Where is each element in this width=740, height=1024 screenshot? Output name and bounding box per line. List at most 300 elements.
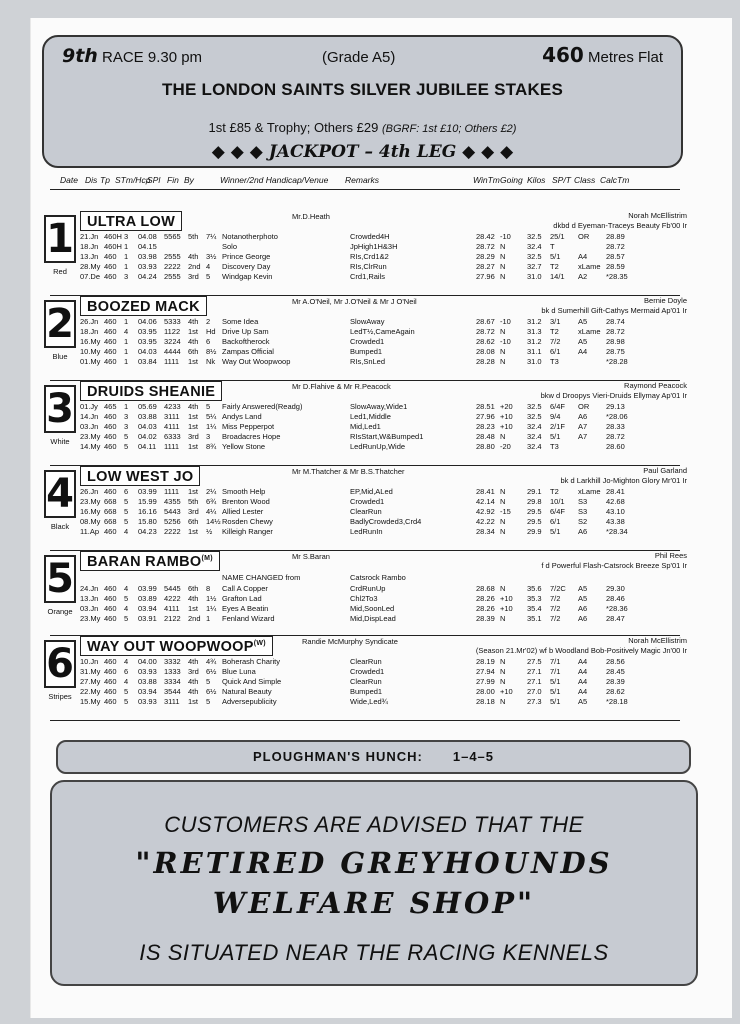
column-header: SPl — [147, 175, 161, 185]
prize-bgrf: (BGRF: 1st £10; Others £2) — [381, 123, 517, 135]
form-cell: 6 — [124, 667, 129, 676]
greyhound-name — [80, 551, 220, 571]
form-cell: 28.72 — [606, 242, 625, 251]
column-header: Date — [60, 175, 78, 185]
form-cell: T2 — [550, 262, 559, 271]
form-cell: N — [500, 527, 506, 536]
column-headers — [50, 175, 680, 189]
form-cell: 460 — [104, 317, 117, 326]
form-cell: 14½ — [206, 517, 221, 526]
form-cell: 03.84 — [138, 357, 157, 366]
form-cell: 6333 — [164, 432, 181, 441]
form-cell: 4th — [188, 677, 199, 686]
trap-colour: Stripes — [48, 692, 72, 701]
form-cell: Crowded4H — [350, 232, 390, 241]
form-cell: 668 — [104, 517, 117, 526]
form-cell: 3rd — [188, 667, 199, 676]
breeding: bk d Larkhill Jo-Mighton Glory Mr'01 Ir — [560, 476, 687, 485]
form-cell: A6 — [578, 614, 588, 623]
trainer: Norah McEllistrim — [628, 636, 687, 645]
form-cell: 28.62 — [476, 337, 495, 346]
form-cell: N — [500, 657, 506, 666]
ploughmans-hunch — [56, 740, 691, 774]
form-row — [80, 442, 685, 452]
form-cell: 28.18 — [476, 697, 495, 706]
form-cell: Fenland Wizard — [222, 614, 275, 623]
form-cell: 28.19 — [476, 657, 495, 666]
form-cell: 32.5 — [527, 412, 542, 421]
form-cell: 1 — [124, 402, 129, 411]
trap-colour: Red — [53, 267, 67, 276]
form-cell: 04.11 — [138, 442, 157, 451]
form-cell: Blue Luna — [222, 667, 256, 676]
form-cell: 43.38 — [606, 517, 625, 526]
form-cell: 460 — [104, 422, 117, 431]
form-cell: 27.96 — [476, 412, 495, 421]
form-cell: 6th — [188, 347, 199, 356]
owner: Mr A.O'Neil, Mr J.O'Neil & Mr J O'Neil — [292, 297, 417, 306]
form-cell: 3 — [124, 422, 129, 431]
form-cell: T — [550, 242, 555, 251]
form-cell: 2¼ — [206, 487, 217, 496]
form-cell: 04.02 — [138, 432, 157, 441]
header-divider — [50, 189, 680, 190]
form-cell: Notanotherphoto — [222, 232, 278, 241]
greyhound-name — [80, 636, 273, 656]
form-cell: Adversepublicity — [222, 697, 277, 706]
form-cell: +10 — [500, 687, 513, 696]
form-cell: 5443 — [164, 507, 181, 516]
column-header: SP/T — [552, 175, 571, 185]
form-cell: A4 — [578, 657, 588, 666]
form-cell: 31.0 — [527, 272, 542, 281]
owner: Randie McMurphy Syndicate — [302, 637, 398, 646]
form-row — [80, 497, 685, 507]
form-cell: 465 — [104, 402, 117, 411]
owner: Mr.D.Heath — [292, 212, 330, 221]
form-cell: A6 — [578, 412, 588, 421]
form-cell: xLame — [578, 327, 601, 336]
form-cell: 42.14 — [476, 497, 495, 506]
form-cell: 03.88 — [138, 677, 157, 686]
form-cell: 28.My — [80, 262, 101, 271]
form-cell: A5 — [578, 584, 588, 593]
trainer: Phil Rees — [654, 551, 687, 560]
form-cell: 1 — [124, 262, 129, 271]
form-cell: Crowded1 — [350, 497, 385, 506]
form-cell: 7/2 — [550, 604, 561, 613]
form-cell: 4 — [124, 527, 129, 536]
form-cell: 3/1 — [550, 317, 561, 326]
form-row — [80, 242, 685, 252]
form-cell: 5 — [124, 442, 129, 451]
form-cell: 1 — [124, 317, 129, 326]
form-cell: N — [500, 584, 506, 593]
form-cell: Mid,Led1 — [350, 422, 381, 431]
form-cell: 32.5 — [527, 402, 542, 411]
form-cell: Andys Land — [222, 412, 262, 421]
form-cell: S3 — [578, 497, 588, 506]
form-cell: 1½ — [206, 594, 217, 603]
trap-colour: Orange — [47, 607, 73, 616]
form-cell: T3 — [550, 357, 559, 366]
form-row — [80, 677, 685, 687]
form-row — [80, 594, 685, 604]
runner-block — [42, 636, 687, 721]
prize-money — [44, 120, 681, 135]
trap-number: 1 — [44, 215, 76, 263]
form-cell: 4th — [188, 402, 199, 411]
race-number-time — [62, 45, 202, 67]
name-change-label: NAME CHANGED from — [222, 573, 301, 582]
form-cell: Hd — [206, 327, 216, 336]
form-cell: 5 — [124, 594, 129, 603]
trap-colour: White — [50, 437, 70, 446]
form-row — [80, 604, 685, 614]
form-cell: -20 — [500, 442, 511, 451]
column-header: Going — [500, 175, 523, 185]
form-cell: 5 — [124, 517, 129, 526]
form-cell: 4111 — [164, 604, 180, 613]
form-cell: 5 — [124, 697, 129, 706]
form-cell: 6 — [124, 487, 129, 496]
form-cell: 01.Jy — [80, 402, 98, 411]
form-cell: 5256 — [164, 517, 181, 526]
form-cell: 3rd — [188, 272, 199, 281]
form-cell: Brenton Wood — [222, 497, 270, 506]
form-cell: 1st — [188, 412, 199, 421]
form-cell: 3111 — [164, 697, 180, 706]
form-cell: 03.89 — [138, 594, 157, 603]
notice-line-2: "RETIRED GREYHOUNDS — [135, 846, 613, 880]
trap-number: 3 — [44, 385, 76, 433]
form-cell: *28.36 — [606, 604, 628, 613]
form-cell: 1 — [124, 242, 129, 251]
form-cell: SlowAway,Wide1 — [350, 402, 408, 411]
name-text: LOW WEST JO — [87, 469, 194, 485]
trainer: Bernie Doyle — [644, 296, 687, 305]
form-cell: Natural Beauty — [222, 687, 272, 696]
form-cell: Fairly Answered(Readg) — [222, 402, 303, 411]
form-cell: 07.De — [80, 272, 101, 281]
column-header: WinTm — [473, 175, 500, 185]
form-cell: 460 — [104, 347, 117, 356]
form-cell: 6¾ — [206, 497, 217, 506]
form-cell: Drive Up Sam — [222, 327, 269, 336]
column-header: By — [184, 175, 194, 185]
form-row — [80, 487, 685, 497]
form-cell: A2 — [578, 272, 588, 281]
form-cell: 4th — [188, 252, 199, 261]
form-cell: 3 — [206, 432, 211, 441]
form-cell: Boherash Charity — [222, 657, 280, 666]
form-cell: 28.98 — [606, 337, 625, 346]
form-cell: 16.My — [80, 507, 101, 516]
form-cell: N — [500, 252, 506, 261]
form-row — [80, 614, 685, 624]
runner-block — [42, 551, 687, 636]
form-cell: RIs,SnLed — [350, 357, 386, 366]
form-cell: Crowded1 — [350, 337, 385, 346]
form-cell: 460 — [104, 667, 117, 676]
form-cell: Windgap Kevin — [222, 272, 273, 281]
trainer: Raymond Peacock — [624, 381, 687, 390]
form-cell: ClearRun — [350, 677, 382, 686]
form-cell: A6 — [578, 604, 588, 613]
form-cell: A4 — [578, 667, 588, 676]
form-cell: 460 — [104, 594, 117, 603]
form-cell: 5/1 — [550, 527, 561, 536]
form-cell: 5 — [206, 677, 211, 686]
form-cell: 1¼ — [206, 422, 217, 431]
column-header: Fin — [167, 175, 179, 185]
form-row — [80, 697, 685, 707]
form-cell: 4¼ — [206, 507, 217, 516]
form-cell: Killeigh Ranger — [222, 527, 273, 536]
form-cell: 18.Jn — [80, 242, 99, 251]
form-cell: 29.1 — [527, 487, 542, 496]
form-cell: 16.16 — [138, 507, 157, 516]
form-cell: 2222 — [164, 527, 181, 536]
form-cell: 460 — [104, 327, 117, 336]
form-cell: 2/1F — [550, 422, 566, 431]
form-cell: 27.1 — [527, 677, 542, 686]
race-grade: (Grade A5) — [322, 49, 396, 66]
form-cell: N — [500, 667, 506, 676]
form-cell: 3rd — [188, 507, 199, 516]
form-cell: A4 — [578, 347, 588, 356]
form-cell: 1st — [188, 527, 199, 536]
form-cell: Mid,DispLead — [350, 614, 396, 623]
hunch-label: PLOUGHMAN'S HUNCH: — [252, 749, 423, 764]
form-row — [80, 317, 685, 327]
form-cell: 28.72 — [606, 327, 625, 336]
form-cell: Crowded1 — [350, 667, 385, 676]
form-cell: 4 — [124, 327, 129, 336]
form-cell: 01.My — [80, 357, 101, 366]
form-cell: 8¾ — [206, 442, 217, 451]
form-cell: xLame — [578, 262, 601, 271]
form-cell: A5 — [578, 337, 588, 346]
form-cell: 28.47 — [606, 614, 625, 623]
form-cell: +20 — [500, 402, 513, 411]
form-cell: 3111 — [164, 412, 180, 421]
form-cell: 460 — [104, 687, 117, 696]
form-cell: 7/2C — [550, 584, 566, 593]
form-cell: 1st — [188, 442, 199, 451]
form-cell: 7/1 — [550, 657, 561, 666]
greyhound-name — [80, 466, 200, 486]
form-cell: 6/4F — [550, 402, 566, 411]
form-cell: 28.57 — [606, 252, 625, 261]
form-cell: 4355 — [164, 497, 181, 506]
form-row — [80, 272, 685, 282]
form-cell: 2 — [206, 317, 211, 326]
form-cell: 28.74 — [606, 317, 625, 326]
form-cell: 27.My — [80, 677, 101, 686]
race-header — [42, 35, 683, 168]
form-cell: A4 — [578, 687, 588, 696]
form-cell: 15.80 — [138, 517, 157, 526]
form-cell: 1st — [188, 487, 199, 496]
form-cell: 7/2 — [550, 337, 561, 346]
form-cell: EP,Mid,ALed — [350, 487, 393, 496]
form-cell: 5 — [124, 614, 129, 623]
form-cell: 14.My — [80, 442, 101, 451]
form-cell: 10.My — [80, 347, 101, 356]
breeding: dkbd d Eyeman-Traceys Beauty Fb'00 Ir — [553, 221, 687, 230]
form-cell: A5 — [578, 317, 588, 326]
form-cell: 2222 — [164, 262, 181, 271]
form-cell: 460H — [104, 242, 122, 251]
form-cell: 5/1 — [550, 677, 561, 686]
runner-divider — [50, 720, 680, 721]
prize-main: 1st £85 & Trophy; Others £29 — [208, 120, 379, 135]
form-cell: 28.42 — [476, 232, 495, 241]
form-cell: 5 — [206, 402, 211, 411]
form-cell: 1st — [188, 327, 199, 336]
form-cell: 1st — [188, 697, 199, 706]
distance-unit: Metres Flat — [587, 49, 663, 66]
form-cell: 28.29 — [476, 252, 495, 261]
form-cell: 32.5 — [527, 252, 542, 261]
runner-block — [42, 296, 687, 381]
runner-block — [42, 381, 687, 466]
form-cell: Crd1,Rails — [350, 272, 386, 281]
form-cell: 42.22 — [476, 517, 495, 526]
form-cell: *28.18 — [606, 697, 628, 706]
form-cell: 668 — [104, 507, 117, 516]
form-cell: 04.24 — [138, 272, 157, 281]
form-cell: 6/1 — [550, 347, 561, 356]
form-row — [80, 357, 685, 367]
form-cell: 03.99 — [138, 584, 157, 593]
greyhound-name — [80, 296, 207, 316]
form-cell: 5¼ — [206, 412, 217, 421]
form-cell: 28.80 — [476, 442, 495, 451]
form-cell: 29.5 — [527, 517, 542, 526]
form-cell: 18.Jn — [80, 327, 99, 336]
jackpot-banner: ◆ ◆ ◆ JACKPOT – 4th LEG ◆ ◆ ◆ — [211, 142, 514, 162]
form-cell: 7/1 — [550, 667, 561, 676]
form-cell: 6th — [188, 517, 199, 526]
form-cell: Quick And Simple — [222, 677, 282, 686]
form-cell: Mid,SoonLed — [350, 604, 395, 613]
form-cell: 28.41 — [606, 487, 625, 496]
form-cell: -10 — [500, 337, 511, 346]
form-cell: Chl2To3 — [350, 594, 378, 603]
form-cell: RIs,ClrRun — [350, 262, 387, 271]
form-cell: 28.72 — [606, 432, 625, 441]
form-cell: 03.Jn — [80, 422, 99, 431]
form-cell: 460 — [104, 442, 117, 451]
form-cell: 4th — [188, 657, 199, 666]
form-cell: 28.08 — [476, 347, 495, 356]
form-cell: 28.41 — [476, 487, 495, 496]
form-cell: RIs,Crd1&2 — [350, 252, 389, 261]
form-cell: 3 — [124, 232, 129, 241]
form-cell: 460 — [104, 527, 117, 536]
notice-line-1: CUSTOMERS ARE ADVISED THAT THE — [164, 812, 584, 837]
form-cell: 04.03 — [138, 347, 157, 356]
form-cell: +10 — [500, 594, 513, 603]
form-cell: 35.4 — [527, 604, 542, 613]
form-cell: 4111 — [164, 422, 180, 431]
form-cell: Led1,Middle — [350, 412, 391, 421]
form-cell: 42.68 — [606, 497, 625, 506]
form-cell: +10 — [500, 412, 513, 421]
form-cell: 6½ — [206, 667, 217, 676]
form-cell: *28.28 — [606, 357, 628, 366]
form-cell: 26.Jn — [80, 317, 99, 326]
form-cell: 1 — [124, 252, 129, 261]
form-cell: 27.96 — [476, 272, 495, 281]
form-cell: 1111 — [164, 357, 180, 366]
form-cell: 3544 — [164, 687, 181, 696]
form-cell: LedT½,CameAgain — [350, 327, 415, 336]
name-text: DRUIDS SHEANIE — [87, 384, 216, 400]
form-cell: Wide,Led¾ — [350, 697, 388, 706]
form-cell: 03.93 — [138, 262, 157, 271]
form-cell: 03.99 — [138, 487, 157, 496]
form-cell: 28.56 — [606, 657, 625, 666]
form-cell: S3 — [578, 507, 588, 516]
form-cell: 4 — [206, 262, 211, 271]
name-change-value: Catsrock Rambo — [350, 573, 406, 582]
form-cell: 4 — [124, 584, 129, 593]
form-cell: A6 — [578, 527, 588, 536]
form-cell: 35.1 — [527, 614, 542, 623]
name-text: WAY OUT WOOPWOOP — [87, 639, 254, 655]
form-cell: Allied Lester — [222, 507, 264, 516]
notice-line-3: WELFARE SHOP" — [212, 886, 536, 920]
form-cell: 31.2 — [527, 317, 542, 326]
form-cell: 460 — [104, 697, 117, 706]
form-cell: N — [500, 697, 506, 706]
form-cell: BadlyCrowded3,Crd4 — [350, 517, 422, 526]
form-cell: 5333 — [164, 317, 181, 326]
form-cell: 3224 — [164, 337, 181, 346]
distance-number: 460 — [542, 43, 584, 67]
form-cell: 5 — [124, 432, 129, 441]
form-cell: OR — [578, 402, 590, 411]
form-cell: 2nd — [188, 614, 201, 623]
form-cell: 3rd — [188, 432, 199, 441]
form-cell: 2555 — [164, 272, 181, 281]
form-cell: 04.15 — [138, 242, 157, 251]
form-cell: 15.99 — [138, 497, 157, 506]
form-row — [80, 657, 685, 667]
form-cell: 28.67 — [476, 317, 495, 326]
trap-number: 6 — [44, 640, 76, 688]
form-cell: CrdRunUp — [350, 584, 386, 593]
form-cell: 7/2 — [550, 614, 561, 623]
form-cell: 10.Jn — [80, 657, 99, 666]
form-cell: 460 — [104, 677, 117, 686]
form-cell: A5 — [578, 594, 588, 603]
form-row — [80, 584, 685, 594]
form-cell: 4th — [188, 594, 199, 603]
form-cell: 28.34 — [476, 527, 495, 536]
form-cell: 03.95 — [138, 327, 157, 336]
form-cell: 4th — [188, 317, 199, 326]
form-cell: 1 — [124, 347, 129, 356]
form-cell: 5445 — [164, 584, 181, 593]
form-cell: Rosden Chewy — [222, 517, 273, 526]
form-cell: 04.00 — [138, 657, 157, 666]
form-row — [80, 507, 685, 517]
form-cell: N — [500, 614, 506, 623]
